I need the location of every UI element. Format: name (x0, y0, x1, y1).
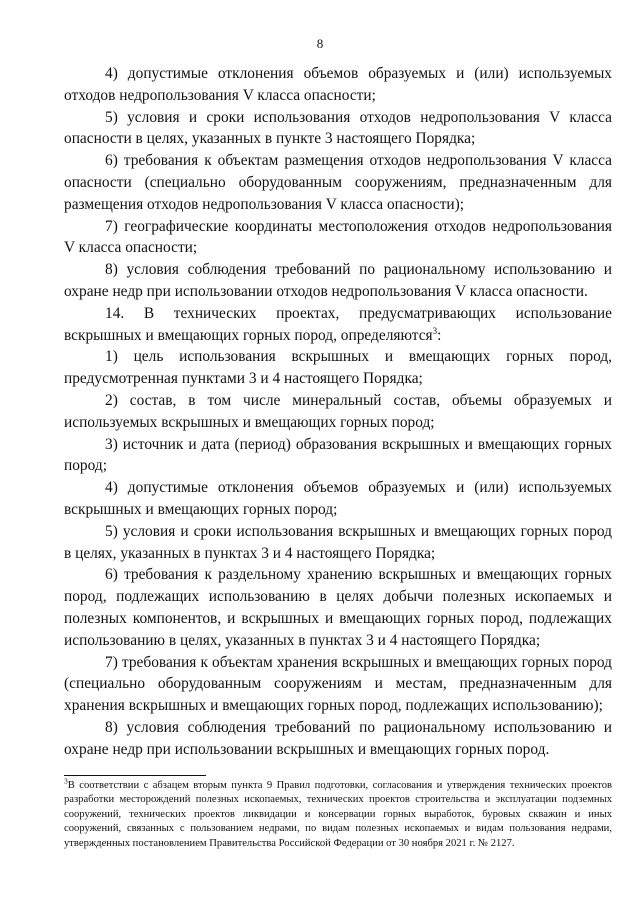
footnote-reference: 3 (432, 325, 438, 336)
section-14-colon: : (437, 326, 442, 344)
list-item-4-waste-deviations: 4) допустимые отклонения объемов образуемых и (или) используемых отходов недропользования V класса опасности; (64, 65, 612, 104)
page-number: 8 (316, 36, 324, 51)
footnote-separator (64, 775, 206, 776)
section-14-text: 14. В технических проектах, предусматривающих использование вскрышных и вмещающих горных пород, определяются (64, 304, 612, 344)
list-item-2-rock-composition: 2) состав, в том числе минеральный состав, объемы образуемых и используемых вскрышных и вмещающих горных пород; (64, 391, 612, 431)
list-item-1-rock-purpose: 1) цель использования вскрышных и вмещающих горных пород, предусмотренная пунктами 3 и 4 настоящего Порядка; (64, 348, 612, 388)
list-item-8-waste-requirements: 8) условия соблюдения требований по рациональному использованию и охране недр при использовании отходов недропользования V класса опасности. (64, 261, 612, 300)
footnote (64, 776, 612, 851)
list-item-5-rock-conditions: 5) условия и сроки использования вскрышных и вмещающих горных пород в целях, указанных в пунктах 3 и 4 настоящего Порядка; (64, 522, 612, 562)
list-item-3-rock-source: 3) источник и дата (период) образования вскрышных и вмещающих горных пород; (64, 435, 612, 475)
list-item-7-rock-facilities: 7) требования к объектам хранения вскрышных и вмещающих горных пород (специально оборудованным сооружениям и местам, предназначенным для хранения вскрышных и вмещающих горных пород, подлежащих использованию); (64, 653, 612, 715)
list-item-5-waste-conditions: 5) условия и сроки использования отходов недропользования V класса опасности в целях, указанных в пункте 3 настоящего Порядка; (64, 108, 612, 148)
document-body (64, 63, 612, 761)
list-item-4-rock-deviations: 4) допустимые отклонения объемов образуемых и (или) используемых вскрышных и вмещающих горных пород; (64, 479, 612, 518)
list-item-6-rock-storage: 6) требования к раздельному хранению вскрышных и вмещающих горных пород, подлежащих использованию в целях добычи полезных ископаемых и полезных компонентов, и вскрышных и вмещающих горных пород, подлежащих использованию в целях, указанных в пунктах 3 и 4 настоящего Порядка; (64, 566, 612, 649)
section-14-heading (64, 303, 612, 347)
footnote-text: В соответствии с абзацем вторым пункта 9 Правил подготовки, согласования и утверждения технических проектов разработки месторождений полезных ископаемых, технических проектов строительства и эксплуатации подземных сооружений, технических проектов ликвидации и консервации горных выработок, буровых скважин и иных сооружений, связанных с пользованием недрами, по видам полезных ископаемых и видам пользования недрами, утвержденных постановлением Правительства Российской Федерации от 30 ноября 2021 г. № 2127. (64, 780, 612, 849)
list-item-8-rock-requirements: 8) условия соблюдения требований по рациональному использованию и охране недр при использовании вскрышных и вмещающих горных пород. (64, 718, 612, 758)
list-item-6-waste-facilities: 6) требования к объектам размещения отходов недропользования V класса опасности (специально оборудованным сооружениям, предназначенным для размещения отходов недропользования V класса опасности); (64, 152, 612, 213)
footnote-number: 3 (64, 776, 68, 786)
list-item-7-waste-coordinates: 7) географические координаты местоположения отходов недропользования V класса опасности; (64, 217, 612, 257)
